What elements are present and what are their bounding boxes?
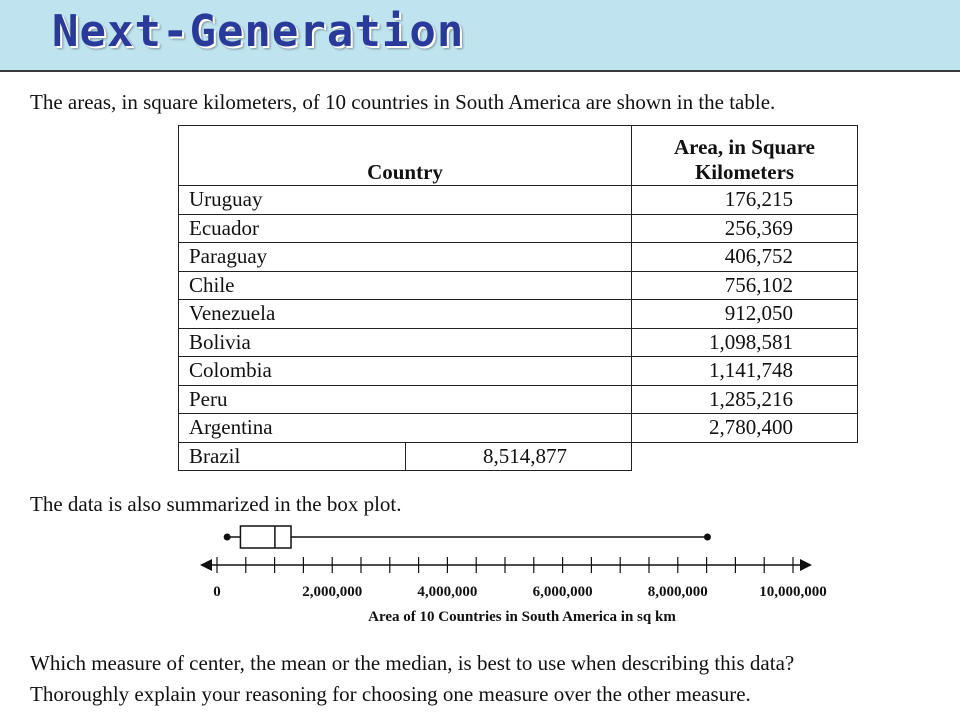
- table-row: [179, 357, 858, 386]
- area-cell: 1,098,581: [632, 328, 858, 357]
- page-title: Next-Generation: [52, 6, 465, 57]
- tick-label: 2,000,000: [302, 584, 363, 600]
- country-cell: Brazil: [189, 443, 241, 468]
- question-line-1: Which measure of center, the mean or the median, is best to use when describing this data?: [30, 651, 795, 675]
- tick-label: 10,000,000: [759, 584, 827, 600]
- iqr-box: [240, 526, 291, 548]
- country-cell: Bolivia: [179, 328, 632, 357]
- brazil-cell: [179, 442, 632, 471]
- question-line-2: Thoroughly explain your reasoning for choosing one measure over the other measure.: [30, 682, 751, 706]
- box-plot: [0, 515, 960, 630]
- header-bar: [0, 0, 960, 72]
- table-row: [179, 243, 858, 272]
- intro-text: The areas, in square kilometers, of 10 countries in South America are shown in the table.: [30, 90, 776, 114]
- country-cell: Venezuela: [179, 300, 632, 329]
- area-cell: 256,369: [632, 214, 858, 243]
- area-column-header: Area, in Square Kilometers: [632, 126, 858, 186]
- area-table: [178, 125, 858, 471]
- area-cell: 1,285,216: [632, 385, 858, 414]
- empty-cell: [632, 442, 858, 471]
- right-arrow-icon: [800, 559, 812, 571]
- country-cell: Colombia: [179, 357, 632, 386]
- area-cell: 406,752: [632, 243, 858, 272]
- area-cell: 1,141,748: [632, 357, 858, 386]
- summary-text: The data is also summarized in the box plot.: [30, 492, 402, 516]
- table-row: [179, 186, 858, 215]
- area-cell: 8,514,877: [483, 443, 567, 468]
- country-column-header: Country: [179, 126, 632, 186]
- table-row: [179, 271, 858, 300]
- left-arrow-icon: [200, 559, 212, 571]
- area-cell: 2,780,400: [632, 414, 858, 443]
- axis-title: Area of 10 Countries in South America in sq km: [368, 609, 676, 625]
- table-row: [179, 385, 858, 414]
- area-cell: 912,050: [632, 300, 858, 329]
- area-cell: 176,215: [632, 186, 858, 215]
- tick-label: 4,000,000: [417, 584, 478, 600]
- tick-label: 0: [213, 584, 221, 600]
- number-line: [200, 557, 812, 573]
- country-cell: Peru: [179, 385, 632, 414]
- table-row-brazil: [179, 442, 858, 471]
- tick-label: 6,000,000: [532, 584, 593, 600]
- country-cell: Uruguay: [179, 186, 632, 215]
- country-cell: Paraguay: [179, 243, 632, 272]
- tick-labels: [213, 584, 827, 600]
- table-row: [179, 328, 858, 357]
- tick-label: 8,000,000: [647, 584, 708, 600]
- box-plot-marks: [224, 526, 711, 548]
- table-row: [179, 300, 858, 329]
- max-point: [704, 534, 711, 541]
- min-point: [224, 534, 231, 541]
- table-row: [179, 414, 858, 443]
- country-cell: Ecuador: [179, 214, 632, 243]
- country-cell: Argentina: [179, 414, 632, 443]
- table-row: [179, 214, 858, 243]
- area-cell: 756,102: [632, 271, 858, 300]
- country-cell: Chile: [179, 271, 632, 300]
